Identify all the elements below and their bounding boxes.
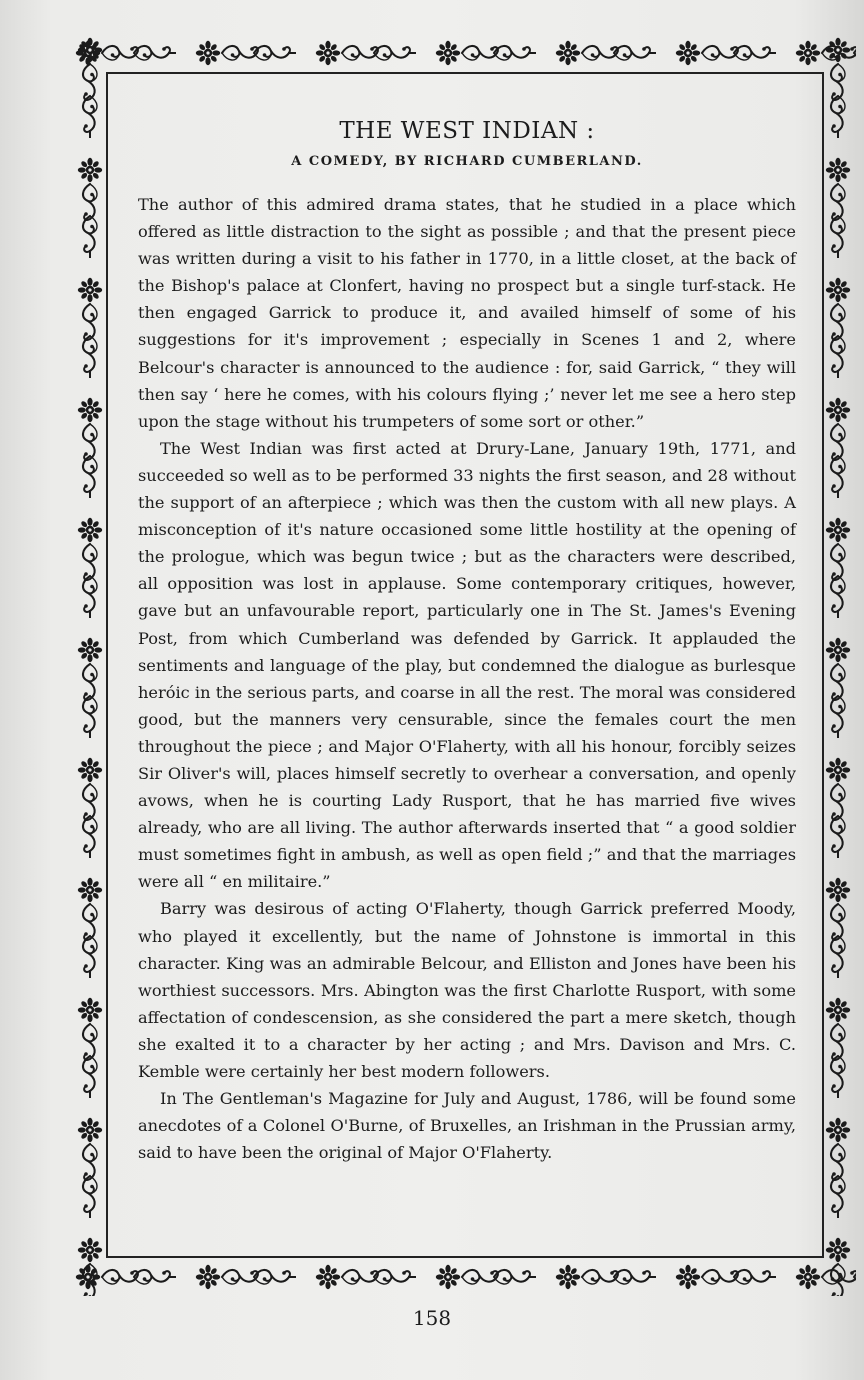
page-number: 158	[412, 1306, 452, 1330]
ornamental-border-bottom	[72, 1258, 856, 1296]
page-subtitle: A COMEDY, BY RICHARD CUMBERLAND.	[291, 154, 643, 169]
page-title: THE WEST INDIAN :	[339, 118, 595, 144]
paragraph-3: Barry was desirous of acting O'Flaherty, though Garrick preferred Moody, who played it excellently, but the name of Johnstone is immortal in this character. King was an admirable Belcour, and Elliston and Jones have been his worthiest successors. Mrs. Abington was the first Charlotte Rusport, with some affectation of condescension, as she considered the part a mere sketch, though she exalted it to a character by her acting ; and Mrs. Davison and Mrs. C. Kemble were certainly her best modern followers.	[138, 899, 796, 1081]
paragraph-1: The author of this admired drama states, that he studied in a place which offered as little distraction to the sight as possible ; and that the present piece was written during a visit to his father in 1770, in a little closet, at the back of the Bishop's palace at Clonfert, having no prospect but a single turf-stack. He then engaged Garrick to produce it, and availed himself of some of his suggestions for it's improvement ; especially in Scenes 1 and 2, where Belcour's character is announced to the audience : for, said Garrick, “ they will then say ‘ here he comes, with his colours flying ;’ never let me see a hero step upon the stage without his trumpeters of some sort or other.”	[138, 195, 796, 431]
text-block	[138, 118, 796, 1166]
ornamental-border-left	[72, 34, 108, 1296]
paragraph-2: The West Indian was first acted at Drury-Lane, January 19th, 1771, and succeeded so well as to be performed 33 nights the first season, and 28 without the support of an afterpiece ; which was then the custom with all new plays. A misconception of it's nature occasioned some little hostility at the opening of the prologue, which was begun twice ; but as the characters were described, all opposition was lost in applause. Some contemporary critiques, however, gave but an unfavourable report, particularly one in The St. James's Evening Post, from which Cumberland was defended by Garrick. It applauded the sentiments and language of the play, but condemned the dialogue as burlesque heróic in the serious parts, and coarse in all the rest. The moral was considered good, but the manners very censurable, since the females court the men throughout the piece ; and Major O'Flaherty, with all his honour, forcibly seizes Sir Oliver's will, places himself secretly to overhear a conversation, and openly avows, when he is courting Lady Rusport, that he has married five wives already, who are all living. The author afterwards inserted that “ a good soldier must sometimes fight in ambush, as well as open field ;” and that the marriages were all “ en militaire.”	[138, 438, 796, 892]
ornamental-border-right	[820, 34, 856, 1296]
paragraph-4: In The Gentleman's Magazine for July and August, 1786, will be found some anecdotes of a Colonel O'Burne, of Bruxelles, an Irishman in the Prussian army, said to have been the original of Major O'Flaherty.	[138, 1089, 796, 1163]
ornamental-border-top	[72, 34, 856, 72]
